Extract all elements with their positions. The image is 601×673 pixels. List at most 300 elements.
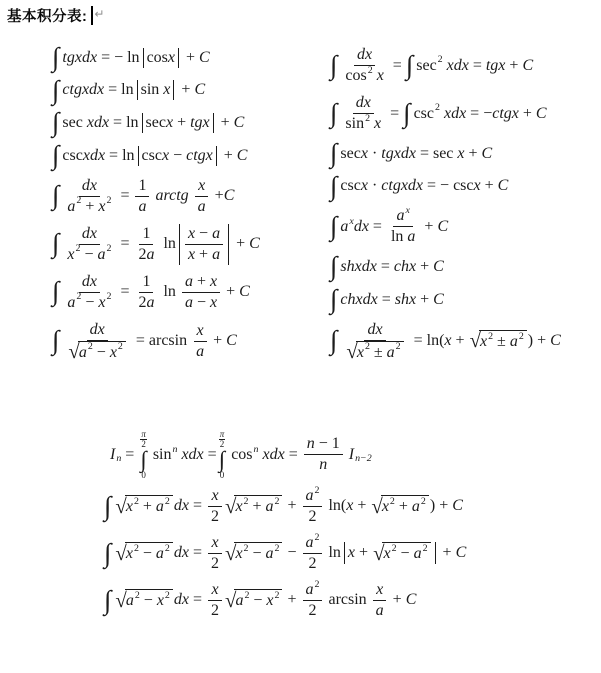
radicand bbox=[381, 495, 429, 517]
math-superscript: 2 bbox=[244, 590, 250, 602]
fraction bbox=[373, 580, 387, 621]
math-text: sec bbox=[340, 144, 361, 162]
math-superscript: 2 bbox=[364, 341, 370, 353]
numerator bbox=[354, 45, 375, 66]
denominator bbox=[135, 293, 157, 313]
math-var: x bbox=[376, 580, 384, 598]
integral-icon: ∫ bbox=[140, 447, 147, 472]
math-var: C bbox=[497, 177, 509, 195]
math-text: = bbox=[188, 544, 207, 562]
math-text: = ln bbox=[105, 146, 135, 164]
numerator bbox=[185, 224, 223, 245]
math-superscript: 2 bbox=[133, 496, 139, 508]
fraction bbox=[185, 224, 223, 265]
math-superscript: 2 bbox=[243, 496, 249, 508]
paragraph-mark-icon: ↵ bbox=[94, 6, 105, 21]
math-var: xdx bbox=[86, 114, 110, 132]
math-var: a bbox=[196, 342, 205, 360]
math-var: C bbox=[233, 114, 245, 132]
formula-equation[interactable] bbox=[330, 45, 533, 86]
math-var: x bbox=[187, 245, 196, 263]
math-superscript: 2 bbox=[164, 590, 170, 602]
math-superscript: 2 bbox=[87, 341, 93, 353]
math-text: = bbox=[116, 235, 134, 253]
denominator bbox=[388, 227, 418, 247]
integral-icon: ∫ bbox=[52, 180, 60, 211]
fraction bbox=[64, 320, 129, 363]
math-var: x bbox=[457, 144, 465, 162]
math-text: = − bbox=[466, 104, 493, 122]
denominator bbox=[342, 66, 386, 86]
integral-icon: ∫ bbox=[330, 170, 338, 201]
denominator bbox=[135, 197, 149, 217]
math-text: = bbox=[376, 258, 394, 276]
formula-equation[interactable] bbox=[52, 139, 248, 170]
square-root bbox=[225, 542, 282, 564]
math-text: 1 bbox=[138, 176, 147, 194]
radicand bbox=[234, 495, 282, 517]
math-text: sec bbox=[416, 56, 437, 74]
math-superscript: 2 bbox=[164, 496, 170, 508]
numerator bbox=[373, 580, 386, 601]
math-text: cos bbox=[146, 48, 168, 66]
math-var: x bbox=[473, 177, 481, 195]
math-var: a bbox=[340, 217, 349, 235]
math-var: C bbox=[405, 591, 417, 609]
math-var: x bbox=[196, 321, 204, 339]
math-var: I bbox=[110, 445, 116, 463]
math-var: a bbox=[386, 343, 395, 361]
math-superscript: 2 bbox=[420, 496, 426, 508]
math-superscript: 2 bbox=[106, 195, 112, 207]
math-text: = bbox=[188, 591, 207, 609]
math-var: a bbox=[67, 197, 76, 215]
math-text: = ln( bbox=[409, 332, 445, 350]
math-text: − bbox=[195, 224, 213, 242]
numerator bbox=[87, 320, 108, 341]
math-var: x bbox=[165, 114, 174, 132]
math-text: + bbox=[420, 217, 438, 235]
formula-equation[interactable] bbox=[52, 74, 206, 105]
denominator bbox=[193, 342, 207, 362]
math-superscript: 2 bbox=[106, 243, 112, 255]
math-text: sec bbox=[145, 114, 166, 132]
integral-lower-limit bbox=[220, 471, 225, 480]
math-text: + bbox=[416, 258, 434, 276]
math-text: ln bbox=[390, 228, 408, 246]
integral-icon: ∫ bbox=[104, 537, 112, 568]
math-text: − bbox=[81, 293, 99, 311]
math-var: a bbox=[125, 592, 134, 610]
math-superscript: 2 bbox=[274, 543, 280, 555]
math-var: dx bbox=[81, 176, 97, 194]
math-superscript: 2 bbox=[243, 543, 249, 555]
math-text: · bbox=[367, 144, 382, 162]
math-text: = bbox=[377, 290, 395, 308]
math-superscript: 2 bbox=[117, 341, 123, 353]
formula-equation[interactable] bbox=[52, 272, 250, 313]
math-superscript: 2 bbox=[365, 112, 371, 124]
math-var: ctgxdx bbox=[62, 81, 105, 99]
math-text: 2 bbox=[219, 439, 225, 449]
integral-icon: ∫ bbox=[52, 74, 60, 105]
math-text: 2 bbox=[138, 293, 147, 311]
formula-equation[interactable] bbox=[52, 224, 260, 265]
radicand bbox=[234, 589, 282, 611]
denominator bbox=[208, 554, 222, 574]
math-text: = bbox=[386, 104, 404, 122]
math-text: + bbox=[283, 497, 301, 515]
math-text: + bbox=[388, 591, 406, 609]
math-var: C bbox=[433, 258, 444, 276]
math-text: arcsin bbox=[324, 591, 371, 609]
math-text: sin bbox=[140, 81, 164, 99]
math-text: + bbox=[192, 272, 210, 290]
radical-icon: √ bbox=[225, 588, 237, 612]
math-var: a bbox=[146, 293, 155, 311]
square-root bbox=[225, 589, 282, 611]
radicand bbox=[125, 542, 173, 564]
numerator bbox=[303, 533, 323, 554]
math-var: x bbox=[444, 332, 452, 350]
math-var: C bbox=[550, 332, 561, 350]
math-text: + bbox=[451, 332, 469, 350]
math-var: a bbox=[407, 228, 416, 246]
math-superscript: 2 bbox=[488, 330, 494, 342]
numerator bbox=[195, 176, 208, 197]
fraction bbox=[135, 224, 157, 265]
math-superscript: 2 bbox=[389, 496, 395, 508]
math-var: x bbox=[360, 144, 368, 162]
integral-icon: ∫ bbox=[330, 210, 338, 241]
radicand bbox=[382, 542, 430, 564]
math-var: a bbox=[155, 498, 164, 516]
denominator bbox=[64, 197, 114, 217]
absolute-value-bars bbox=[138, 146, 217, 166]
math-var: dx bbox=[173, 591, 189, 609]
math-var: xdx bbox=[258, 445, 285, 463]
formula-equation[interactable] bbox=[104, 533, 466, 574]
math-text: = sec bbox=[415, 144, 458, 162]
square-root bbox=[371, 495, 428, 517]
fraction bbox=[342, 320, 407, 363]
math-text: + bbox=[353, 497, 371, 515]
formula-equation[interactable] bbox=[330, 251, 444, 282]
formula-equation[interactable] bbox=[52, 320, 237, 363]
math-text: = bbox=[188, 497, 207, 515]
math-var: xdx bbox=[82, 146, 106, 164]
math-text: 2 bbox=[211, 601, 220, 619]
numerator bbox=[304, 434, 343, 455]
radicand bbox=[78, 341, 126, 363]
math-text: 0 bbox=[141, 469, 146, 480]
math-var: C bbox=[481, 144, 493, 162]
math-superscript: 2 bbox=[422, 543, 428, 555]
fraction bbox=[64, 176, 114, 217]
math-var: x bbox=[372, 67, 384, 84]
math-var: tgx bbox=[190, 114, 210, 132]
radical-icon: √ bbox=[115, 588, 127, 612]
formula-equation[interactable] bbox=[330, 93, 547, 134]
radicand bbox=[479, 330, 527, 352]
formula-equation[interactable] bbox=[104, 580, 416, 621]
formula-equation[interactable] bbox=[52, 107, 245, 138]
math-text: 1 bbox=[142, 272, 151, 290]
math-var: xdx bbox=[177, 445, 204, 463]
integral-with-limits bbox=[217, 430, 228, 480]
math-var: shx bbox=[394, 290, 417, 308]
radical-icon: √ bbox=[373, 541, 385, 565]
math-superscript: 2 bbox=[314, 578, 320, 590]
math-text: = bbox=[203, 445, 217, 463]
math-superscript: 2 bbox=[437, 54, 443, 66]
math-text: ) + bbox=[527, 332, 551, 350]
math-text: + bbox=[505, 56, 523, 74]
math-var: C bbox=[239, 283, 250, 301]
math-text: − bbox=[138, 545, 156, 563]
denominator bbox=[208, 507, 222, 527]
math-text: + bbox=[518, 104, 536, 122]
math-text: − bbox=[92, 343, 110, 361]
square-root bbox=[115, 542, 172, 564]
integral-icon: ∫ bbox=[52, 139, 60, 170]
numerator bbox=[353, 93, 374, 114]
numerator bbox=[139, 224, 153, 245]
math-text: + bbox=[355, 544, 373, 562]
radical-icon: √ bbox=[115, 541, 127, 565]
math-superscript: 2 bbox=[76, 195, 82, 207]
formula-equation[interactable] bbox=[330, 206, 448, 247]
math-var: a bbox=[146, 245, 155, 263]
math-superscript: 2 bbox=[106, 291, 112, 303]
formula-equation[interactable] bbox=[52, 42, 210, 72]
math-var: C bbox=[223, 187, 235, 205]
denominator bbox=[305, 601, 319, 621]
math-var: x bbox=[156, 592, 164, 610]
math-superscript: x bbox=[405, 205, 410, 217]
fraction bbox=[303, 533, 323, 574]
fraction bbox=[342, 93, 384, 134]
math-var: a bbox=[67, 293, 76, 311]
math-text: + bbox=[394, 498, 412, 516]
formula-equation[interactable] bbox=[330, 170, 509, 201]
math-var: C bbox=[452, 497, 463, 515]
denominator bbox=[305, 554, 319, 574]
math-text: · bbox=[367, 177, 382, 195]
math-text: = arcsin bbox=[131, 332, 192, 350]
denominator bbox=[208, 601, 222, 621]
integral-icon: ∫ bbox=[104, 490, 112, 521]
math-superscript: n bbox=[172, 443, 178, 455]
math-var: a bbox=[184, 293, 193, 311]
math-var: C bbox=[433, 290, 444, 308]
math-text: ln bbox=[159, 283, 180, 301]
math-superscript: n bbox=[253, 443, 259, 455]
formula-equation[interactable] bbox=[52, 176, 234, 217]
math-text: + bbox=[480, 177, 498, 195]
math-var: a bbox=[396, 207, 405, 225]
math-text: csc bbox=[62, 146, 83, 164]
math-text: sin bbox=[345, 115, 365, 132]
math-var: a bbox=[265, 498, 274, 516]
math-var: a bbox=[197, 197, 206, 215]
integral-icon: ∫ bbox=[52, 228, 60, 259]
math-var: x bbox=[370, 115, 382, 132]
text-cursor bbox=[91, 6, 93, 25]
math-var: x bbox=[161, 146, 170, 164]
radicand bbox=[125, 589, 173, 611]
numerator bbox=[208, 486, 221, 507]
fraction bbox=[135, 176, 149, 217]
math-text: cos bbox=[231, 445, 253, 463]
math-var: a bbox=[413, 545, 422, 563]
integral-icon: ∫ bbox=[330, 325, 338, 356]
math-text: − bbox=[169, 146, 187, 164]
integral-icon: ∫ bbox=[330, 251, 338, 282]
fraction bbox=[64, 272, 114, 313]
absolute-value-bars bbox=[142, 113, 214, 133]
denominator bbox=[135, 245, 157, 265]
formula-equation[interactable] bbox=[330, 138, 493, 168]
math-var: x bbox=[209, 293, 218, 311]
math-text: − bbox=[249, 592, 267, 610]
math-text: 2 bbox=[211, 554, 220, 572]
math-var: xdx bbox=[439, 104, 467, 122]
math-text: ) + bbox=[429, 497, 453, 515]
denominator bbox=[195, 197, 209, 217]
math-text: − bbox=[283, 544, 301, 562]
math-text: 2 bbox=[308, 554, 317, 572]
math-superscript: 2 bbox=[76, 291, 82, 303]
math-text: − 1 bbox=[314, 435, 340, 453]
radical-icon: √ bbox=[115, 494, 127, 518]
math-var: n bbox=[319, 456, 328, 474]
math-superscript: 2 bbox=[395, 341, 401, 353]
denominator bbox=[64, 245, 114, 265]
math-text: + bbox=[464, 144, 482, 162]
math-text: − bbox=[396, 545, 414, 563]
math-text: csc bbox=[141, 146, 162, 164]
math-var: a bbox=[212, 245, 221, 263]
math-var: a bbox=[265, 545, 274, 563]
fraction bbox=[388, 206, 418, 247]
math-var: dx bbox=[353, 217, 369, 235]
numerator bbox=[139, 272, 153, 293]
denominator bbox=[342, 341, 407, 363]
math-text: + bbox=[195, 245, 213, 263]
math-var: C bbox=[437, 217, 449, 235]
math-var: C bbox=[535, 104, 547, 122]
math-var: a bbox=[78, 343, 87, 361]
math-superscript: 2 bbox=[134, 590, 140, 602]
math-text: ± bbox=[369, 343, 387, 361]
math-var: x bbox=[211, 580, 219, 598]
math-var: a bbox=[212, 224, 221, 242]
fraction bbox=[135, 272, 157, 313]
math-var: tgx bbox=[485, 56, 506, 74]
square-root bbox=[225, 495, 282, 517]
formula-equation[interactable] bbox=[104, 486, 463, 527]
math-var: x bbox=[167, 48, 175, 66]
math-var: x bbox=[163, 81, 171, 99]
formula-equation[interactable] bbox=[330, 283, 444, 314]
math-text: + bbox=[81, 197, 99, 215]
radicand bbox=[125, 495, 173, 517]
integral-icon: ∫ bbox=[52, 42, 60, 72]
math-subscript: n bbox=[116, 452, 122, 464]
integral-icon: ∫ bbox=[104, 584, 112, 615]
formula-equation[interactable] bbox=[110, 430, 372, 480]
math-var: dx bbox=[81, 272, 97, 290]
numerator bbox=[79, 224, 100, 245]
denominator bbox=[316, 455, 330, 475]
math-superscript: 2 bbox=[314, 484, 320, 496]
math-text: ln bbox=[159, 235, 176, 253]
math-superscript: 2 bbox=[367, 64, 373, 76]
math-text: sec bbox=[62, 114, 87, 132]
formula-section-bottom bbox=[104, 430, 466, 621]
math-text: + bbox=[416, 290, 434, 308]
integral-icon: ∫ bbox=[403, 97, 411, 128]
math-var: a bbox=[97, 245, 106, 263]
math-text: + bbox=[232, 235, 250, 253]
math-var: dx bbox=[355, 94, 371, 111]
math-var: x bbox=[198, 176, 206, 194]
fraction bbox=[303, 580, 323, 621]
math-text: + bbox=[138, 498, 156, 516]
numerator bbox=[303, 580, 323, 601]
math-var: x bbox=[67, 245, 75, 263]
math-var: x bbox=[98, 293, 106, 311]
integral-icon: ∫ bbox=[330, 138, 338, 168]
math-superscript: 2 bbox=[164, 543, 170, 555]
square-root bbox=[68, 341, 125, 363]
math-superscript: 2 bbox=[274, 496, 280, 508]
math-var: a bbox=[375, 601, 384, 619]
math-text: − bbox=[192, 293, 210, 311]
numerator bbox=[303, 486, 323, 507]
math-text: = − ln bbox=[97, 48, 140, 66]
math-var: a bbox=[305, 533, 314, 551]
math-var: C bbox=[199, 48, 210, 66]
math-var: dx bbox=[173, 497, 189, 515]
integral-icon: ∫ bbox=[52, 276, 60, 307]
radical-icon: √ bbox=[225, 494, 237, 518]
square-root bbox=[115, 495, 172, 517]
math-superscript: 2 bbox=[518, 330, 524, 342]
math-text: = − csc bbox=[423, 177, 474, 195]
math-text: sin bbox=[152, 445, 172, 463]
denominator bbox=[342, 114, 384, 134]
integral-icon: ∫ bbox=[52, 107, 60, 138]
document-title-line bbox=[7, 5, 104, 26]
math-text: cos bbox=[345, 67, 367, 84]
math-var: tgxdx bbox=[381, 144, 416, 162]
math-var: x bbox=[109, 343, 117, 361]
math-text: + bbox=[219, 146, 237, 164]
math-var: x bbox=[125, 498, 133, 516]
math-var: C bbox=[226, 332, 237, 350]
math-var: π bbox=[141, 429, 146, 439]
math-var: a bbox=[138, 197, 147, 215]
math-var: dx bbox=[89, 320, 105, 338]
numerator bbox=[393, 206, 412, 227]
math-text: csc bbox=[340, 177, 361, 195]
numerator bbox=[79, 272, 100, 293]
math-var: ctgx bbox=[492, 104, 519, 122]
formula-equation[interactable] bbox=[330, 320, 561, 363]
numerator bbox=[208, 580, 221, 601]
